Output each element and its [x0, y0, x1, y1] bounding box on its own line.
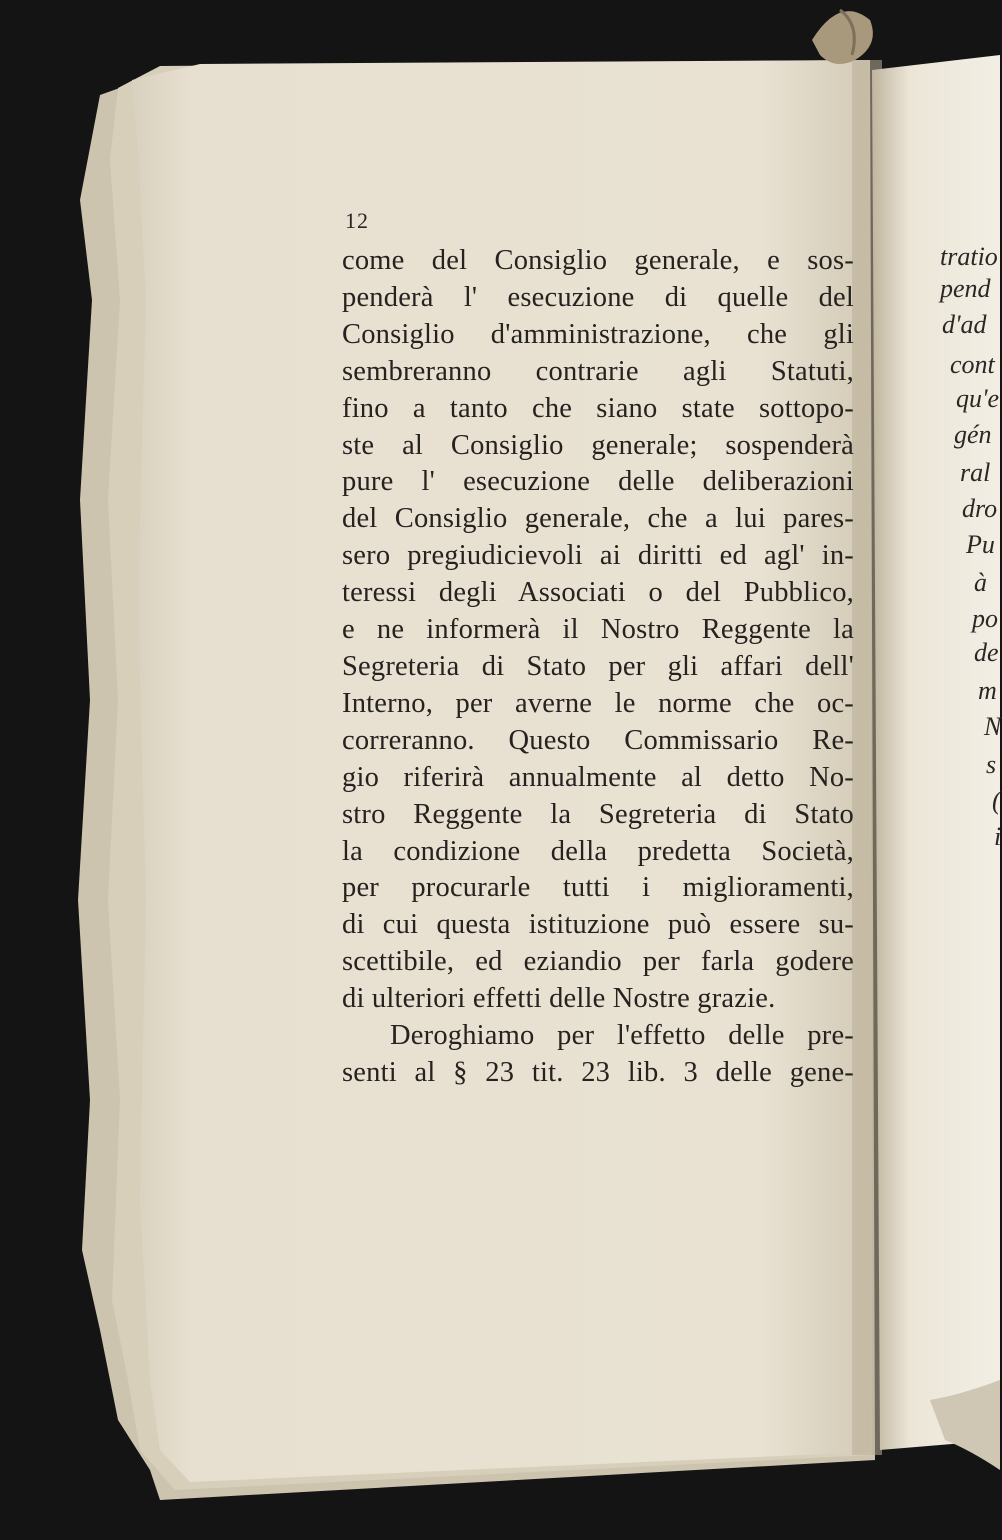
facing-fragment: gén	[954, 420, 992, 449]
facing-fragment: pend	[940, 274, 991, 303]
text-line: stro Reggente la Segreteria di Stato	[342, 798, 854, 830]
page-number: 12	[345, 208, 369, 233]
text-line: gio riferirà annualmente al detto No-	[342, 761, 854, 793]
text-line: scettibile, ed eziandio per farla godere	[342, 946, 854, 978]
text-line: sero pregiudicievoli ai diritti ed agl' in-	[342, 540, 854, 572]
facing-fragment: m	[978, 676, 997, 705]
text-line: di ulteriori effetti delle Nostre grazie.	[342, 983, 776, 1015]
facing-fragment: tratio	[940, 242, 998, 271]
facing-fragment: de	[974, 638, 999, 667]
text-line: e ne informerà il Nostro Reggente la	[342, 614, 854, 646]
text-line: sembreranno contrarie agli Statuti,	[342, 355, 854, 387]
facing-fragment: à	[974, 568, 987, 597]
text-line: correranno. Questo Commissario Re-	[342, 724, 854, 756]
text-line: Deroghiamo per l'effetto delle pre-	[390, 1020, 854, 1052]
text-line: ste al Consiglio generale; sospenderà	[342, 429, 854, 461]
facing-fragment: Pu	[966, 530, 995, 559]
text-line: Interno, per averne le norme che oc-	[342, 687, 854, 719]
text-line: teressi degli Associati o del Pubblico,	[342, 577, 854, 609]
facing-fragment: s	[986, 750, 997, 779]
binding-thread	[812, 11, 873, 64]
text-line: Consiglio d'amministrazione, che gli	[342, 318, 854, 350]
facing-fragment: (	[992, 786, 1001, 815]
text-line: fino a tanto che siano state sottopo-	[342, 392, 854, 424]
text-line: di cui questa istituzione può essere su-	[342, 909, 854, 941]
text-line: la condizione della predetta Società,	[342, 835, 854, 867]
text-line: Segreteria di Stato per gli affari dell'	[342, 650, 854, 682]
facing-fragment: i	[994, 822, 1002, 851]
facing-fragment: dro	[962, 494, 998, 523]
text-line: penderà l' esecuzione di quelle del	[342, 281, 854, 313]
text-line: pure l' esecuzione delle deliberazioni	[342, 466, 854, 498]
facing-fragment: d'ad	[942, 310, 987, 339]
facing-fragment: po	[972, 604, 998, 633]
facing-fragment: cont	[950, 350, 995, 379]
text-line: per procurarle tutti i miglioramenti,	[342, 872, 854, 904]
text-line: come del Consiglio generale, e sos-	[342, 245, 854, 276]
facing-fragment: ral	[960, 458, 991, 487]
text-line: senti al § 23 tit. 23 lib. 3 delle gene-	[342, 1056, 854, 1088]
facing-fragment: qu'e	[956, 384, 1000, 413]
page-body-text	[342, 243, 854, 1092]
facing-fragment: N	[984, 712, 1002, 741]
facing-page-text	[930, 232, 1002, 882]
text-line: del Consiglio generale, che a lui pares-	[342, 503, 854, 535]
